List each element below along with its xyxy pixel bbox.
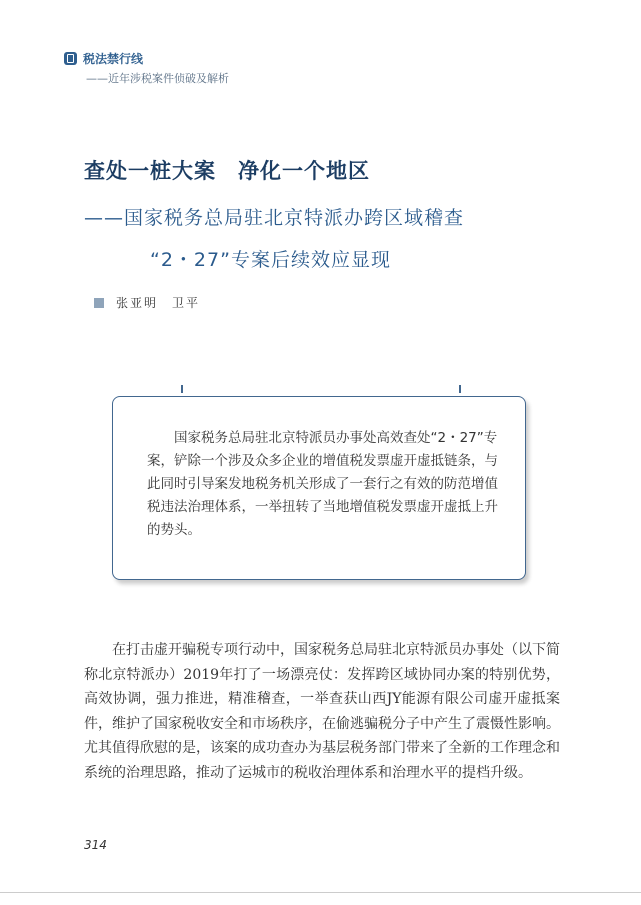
header-row (64, 50, 229, 67)
box-tick-right (459, 385, 461, 393)
header-subtitle: ——近年涉税案件侦破及解析 (86, 72, 229, 85)
page-bottom-rule (0, 892, 641, 893)
book-icon (64, 52, 77, 65)
article-subtitle-line2: “2・27”专案后续效应显现 (150, 249, 391, 271)
author-line (94, 294, 200, 311)
abstract-box (112, 396, 526, 580)
author-bullet (94, 298, 104, 308)
abstract-text: 国家税务总局驻北京特派员办事处高效查处“2・27”专案，铲除一个涉及众多企业的增值税发票虚开虚抵链条，与此同时引导案发地税务机关形成了一套行之有效的防范增值税违法治理体系，一举扭转了当地增值税发票虚开虚抵上升的势头。 (147, 430, 498, 538)
body-paragraph: 在打击虚开骗税专项行动中，国家税务总局驻北京特派员办事处（以下简称北京特派办）2019年打了一场漂亮仗：发挥跨区域协同办案的特别优势，高效协调，强力推进，精准稽查，一举查获山西JY能源有限公司虚开虚抵案件，维护了国家税收安全和市场秩序，在偷逃骗税分子中产生了震慑性影响。尤其值得欣慰的是，该案的成功查办为基层税务部门带来了全新的工作理念和系统的治理思路，推动了运城市的税收治理体系和治理水平的提档升级。 (84, 642, 560, 781)
header-title: 税法禁行线 (83, 52, 144, 66)
author-names: 张亚明 卫平 (116, 296, 201, 310)
running-header (64, 50, 229, 86)
article-title: 查处一桩大案 净化一个地区 (84, 158, 370, 183)
box-tick-left (181, 385, 183, 393)
article-subtitle-line1: ——国家税务总局驻北京特派办跨区域稽查 (84, 207, 465, 229)
page-number: 314 (84, 838, 107, 852)
